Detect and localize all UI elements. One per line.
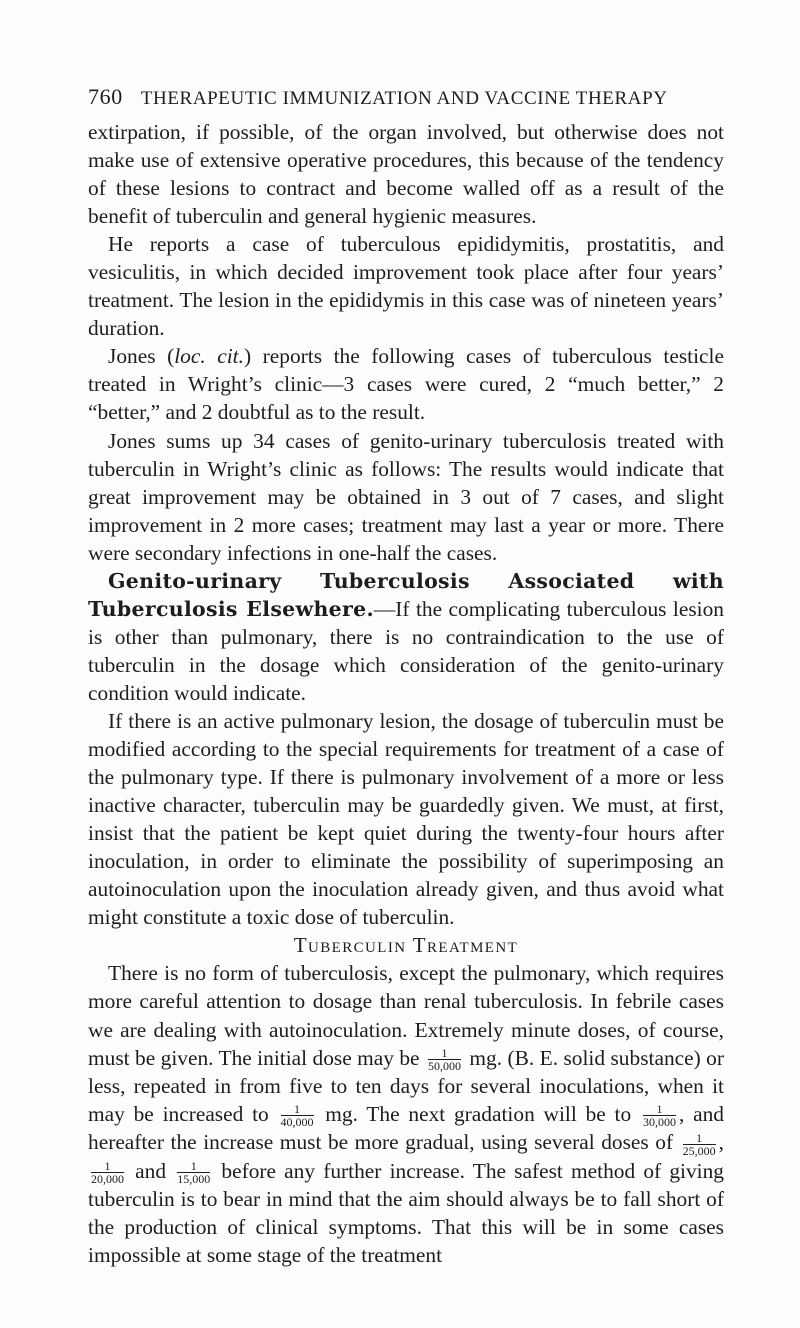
paragraph-1: extirpation, if possible, of the organ involved, but otherwise does not make use of extensive operative procedures, this because of the tendency of these lesions to contract and become walled off as a result of the benefit of tuberculin and general hygienic measures. bbox=[88, 120, 724, 229]
fraction-5 bbox=[91, 1161, 124, 1185]
p7-part-b: mg. (B. E. solid substance) or less, repeated in from five to ten days for several inoculations, when it may be increased to bbox=[88, 1045, 725, 1126]
running-head bbox=[88, 84, 728, 110]
fraction-denominator: 15,000 bbox=[177, 1172, 211, 1187]
paragraph-7 bbox=[88, 959, 724, 1269]
fraction-2 bbox=[281, 1104, 314, 1128]
citation: loc. cit. bbox=[174, 344, 244, 369]
fraction-numerator: 1 bbox=[294, 1102, 301, 1117]
p7-part-c: mg. The next gradation will be to bbox=[316, 1101, 640, 1126]
paragraph-6: If there is an active pulmonary lesion, the dosage of tuberculin must be modified according to the special requirements for treatment of a case of the pulmonary type. If there is pulmonary involvement of a more or less inactive character, tuberculin may be guardedly given. We must, at first, insist that the patient be kept quiet during the twenty-four hours after inoculation, in order to eliminate the possibility of superimposing an autoinoculation upon the inoculation already given, and thus avoid what might constitute a toxic dose of tuberculin. bbox=[88, 708, 724, 930]
p7-part-d: , and hereafter the increase must be more gradual, using several doses of bbox=[88, 1101, 724, 1155]
p7-part-g: before any further increase. The safest method of giving tuberculin is to bear in mind that the aim should always be to fall short of the production of clinical symptoms. That this will be in some cases impossible at some stage of the treatment bbox=[88, 1158, 724, 1268]
fraction-numerator: 1 bbox=[696, 1130, 703, 1145]
paragraph-3-rest: ) reports the following cases of tuberculous testicle treated in Wright’s clinic—3 cases were cured, 2 “much better,” 2 “better,” and 2 doubtful as to the result. bbox=[88, 344, 724, 425]
fraction-denominator: 40,000 bbox=[280, 1115, 314, 1130]
fraction-numerator: 1 bbox=[441, 1045, 448, 1060]
section-heading: Tuberculin Treatment bbox=[293, 933, 519, 958]
fraction-denominator: 50,000 bbox=[427, 1058, 461, 1073]
fraction-numerator: 1 bbox=[104, 1159, 111, 1174]
fraction-4 bbox=[682, 1130, 716, 1158]
running-title: THERAPEUTIC IMMUNIZATION AND VACCINE THERAPY bbox=[140, 88, 668, 109]
paragraph-5 bbox=[88, 567, 724, 707]
paragraph-3 bbox=[88, 342, 724, 426]
fraction-numerator: 1 bbox=[190, 1159, 197, 1174]
fraction-denominator: 25,000 bbox=[682, 1143, 716, 1158]
fraction-denominator: 20,000 bbox=[91, 1172, 124, 1187]
page-number: 760 bbox=[88, 84, 123, 109]
fraction-denominator: 30,000 bbox=[642, 1115, 676, 1130]
fraction-1 bbox=[427, 1045, 461, 1073]
body-text bbox=[88, 118, 724, 1269]
fraction-3 bbox=[643, 1104, 676, 1128]
paragraph-2: He reports a case of tuberculous epididymitis, prostatitis, and vesiculitis, in which decided improvement took place after four years’ treatment. The lesion in the epididymis in this case was of nineteen years’ duration. bbox=[88, 232, 724, 341]
paragraph-3-start: Jones ( bbox=[108, 344, 175, 369]
run-in-heading: Genito-urinary Tuberculosis Associated with Tuberculosis Elsewhere. bbox=[88, 568, 724, 621]
p7-part-a: There is no form of tuberculosis, except the pulmonary, which requires more careful attention to dosage than renal tuberculosis. In febrile cases we are dealing with autoinoculation. Extremely minute doses, of course, must be given. The initial dose may be bbox=[88, 961, 724, 1070]
paragraph-5-text: —If the complicating tuberculous lesion is other than pulmonary, there is no contraindication to the use of tuberculin in the dosage which consideration of the genito-urinary condition would indicate. bbox=[88, 596, 725, 705]
p7-part-e: , bbox=[718, 1130, 724, 1155]
p7-part-f: and bbox=[127, 1158, 175, 1183]
paragraph-4: Jones sums up 34 cases of genito-urinary tuberculosis treated with tuberculin in Wright’s clinic as follows: The results would indicate that great improvement may be obtained in 3 out of 7 cases, and slight improvement in 2 more cases; treatment may last a year or more. There were secondary infections in one-half the cases. bbox=[88, 428, 724, 565]
fraction-numerator: 1 bbox=[656, 1102, 663, 1117]
fraction-6 bbox=[177, 1161, 210, 1185]
